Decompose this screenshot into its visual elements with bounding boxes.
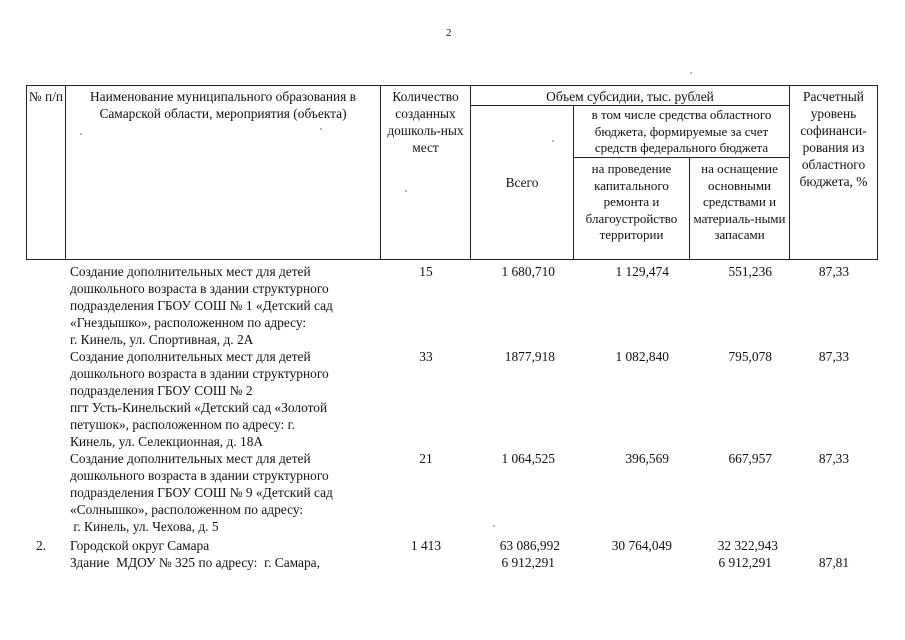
row-total: 1 680,710 (501, 264, 555, 279)
row-name-line: дошкольного возраста в здании структурного (70, 281, 329, 296)
row-places: 15 (419, 264, 433, 279)
header-volume-label: Объем субсидии, тыс. рублей (546, 89, 714, 104)
scan-speck (552, 140, 554, 142)
row-number: 2. (36, 538, 47, 553)
row-level: 87,33 (818, 264, 850, 279)
header-federal-label: в том числе средства областного бюджета, формируемые за счет средств федерального бюджета (591, 107, 772, 155)
header-repair-label: на проведение капитального ремонта и благоустройство территории (585, 161, 678, 242)
row-name-line: «Гнездышко», расположенном по адресу: (70, 315, 307, 330)
row-places: 33 (419, 349, 433, 364)
row-total: 6 912,291 (501, 555, 555, 570)
row-name-line: Создание дополнительных мест для детей (70, 451, 311, 466)
row-equip: 667,957 (728, 451, 772, 466)
row-equip: 795,078 (728, 349, 772, 364)
row-level: 87,81 (818, 555, 850, 570)
row-places: 21 (419, 451, 433, 466)
row-name-line: г. Кинель, ул. Спортивная, д. 2А (70, 332, 254, 347)
header-level-label: Расчетный уровень софинанси-рования из областного бюджета, % (799, 89, 868, 189)
row-name-line: Кинель, ул. Селекционная, д. 18А (70, 434, 264, 449)
row-equip: 6 912,291 (718, 555, 772, 570)
row-name-line: подразделения ГБОУ СОШ № 2 (70, 383, 253, 398)
row-name-line: дошкольного возраста в здании структурного (70, 366, 329, 381)
header-places-label: Количество созданных дошколь-ных мест (387, 89, 464, 155)
row-name-line: подразделения ГБОУ СОШ № 1 «Детский сад (70, 298, 333, 313)
row-name-line: «Солнышко», расположенном по адресу: (70, 502, 304, 517)
row-name-line: пгт Усть-Кинельский «Детский сад «Золотой (70, 400, 328, 415)
row-repair: 30 764,049 (611, 538, 672, 553)
row-name-line: петушок», расположенном по адресу: г. (70, 417, 295, 432)
header-num-label: № п/п (28, 89, 64, 104)
scan-speck (80, 133, 82, 135)
header-cell-num (26, 85, 66, 260)
row-level: 87,33 (818, 349, 850, 364)
row-repair: 396,569 (625, 451, 669, 466)
row-equip: 32 322,943 (717, 538, 778, 553)
row-level: 87,33 (818, 451, 850, 466)
scan-speck (405, 190, 407, 192)
row-name-line: Городской округ Самара (70, 538, 210, 553)
row-repair: 1 082,840 (615, 349, 669, 364)
header-equip-label: на оснащение основными средствами и материаль-ными запасами (693, 161, 786, 242)
row-name-line: подразделения ГБОУ СОШ № 9 «Детский сад (70, 485, 333, 500)
header-total-label: Всего (505, 175, 539, 190)
header-name-label: Наименование муниципального образования в Самарской области, мероприятия (объекта) (90, 89, 356, 121)
row-repair: 1 129,474 (615, 264, 669, 279)
row-name-line: г. Кинель, ул. Чехова, д. 5 (70, 519, 219, 534)
row-equip: 551,236 (728, 264, 772, 279)
row-total: 63 086,992 (499, 538, 560, 553)
scan-speck (493, 525, 495, 527)
page-number: 2 (446, 27, 452, 39)
row-places: 1 413 (410, 538, 442, 553)
row-name-line: Здание МДОУ № 325 по адресу: г. Самара, (70, 555, 320, 570)
row-name-line: Создание дополнительных мест для детей (70, 349, 311, 364)
scan-speck (320, 128, 322, 130)
scan-speck (690, 72, 692, 74)
row-total: 1 064,525 (501, 451, 555, 466)
row-total: 1877,918 (504, 349, 555, 364)
row-name-line: дошкольного возраста в здании структурного (70, 468, 329, 483)
row-name-line: Создание дополнительных мест для детей (70, 264, 311, 279)
